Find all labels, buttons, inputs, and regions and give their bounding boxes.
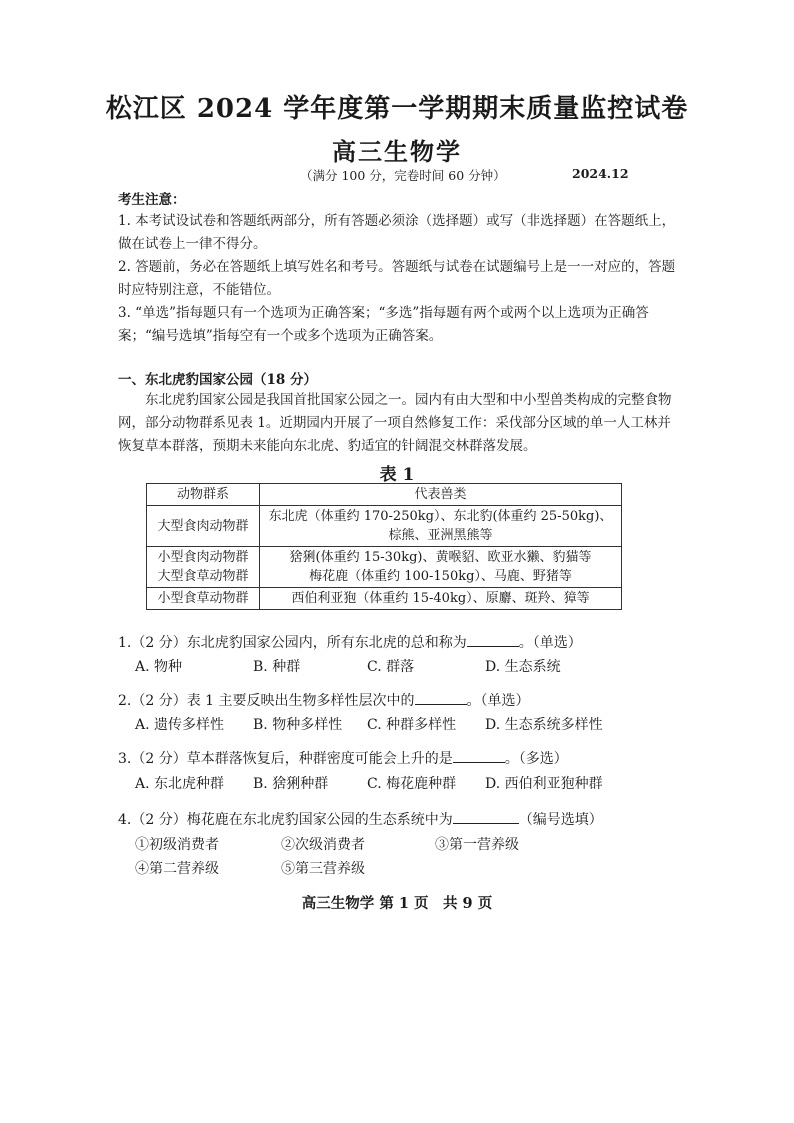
question-stem: 3.（2 分）草本群落恢复后，种群密度可能会上升的是 <box>118 751 453 767</box>
page-footer: 高三生物学 第 1 页 共 9 页 <box>301 895 493 912</box>
question-stem: 4.（2 分）梅花鹿在东北虎豹国家公园的生态系统中为 <box>118 812 453 828</box>
answer-blank[interactable] <box>415 691 467 705</box>
table-cell: 大型食肉动物群 <box>147 506 260 547</box>
question-tail: 。（单选） <box>518 635 582 651</box>
option[interactable]: ④第二营养级 <box>135 861 219 877</box>
question-3-options <box>135 773 735 793</box>
section-heading: 一、东北虎豹国家公园（18 分） <box>118 372 317 388</box>
question-1-options <box>135 656 735 676</box>
table-cell <box>260 547 622 588</box>
option[interactable]: ⑤第三营养级 <box>281 861 365 877</box>
table-header-cell: 动物群系 <box>147 484 260 506</box>
table-cell-line: 猞猁(体重约 15-30kg)、黄喉貂、欧亚水獭、豹猫等 <box>289 550 592 565</box>
option[interactable]: C. 种群多样性 <box>367 717 457 733</box>
exam-title: 松江区 2024 学年度第一学期期末质量监控试卷 <box>105 94 689 124</box>
notice-heading: 考生注意： <box>118 192 186 208</box>
table-title: 表 1 <box>379 465 415 485</box>
question-tail: 。（单选） <box>466 693 530 709</box>
option[interactable]: C. 群落 <box>367 659 415 675</box>
animal-group-table <box>146 483 622 610</box>
question-4 <box>118 809 603 829</box>
option[interactable]: A. 东北虎种群 <box>135 776 225 792</box>
option[interactable]: A. 物种 <box>135 659 183 675</box>
notice-item: 2. 答题前，务必在答题纸上填写姓名和考号。答题纸与试卷在试题编号上是一一对应的，答题时应特别注意，不能错位。 <box>118 259 676 298</box>
question-stem: 2.（2 分）表 1 主要反映出生物多样性层次中的 <box>118 693 415 709</box>
table-row <box>147 547 622 588</box>
option[interactable]: D. 生态系统 <box>485 659 561 675</box>
answer-blank[interactable] <box>453 749 505 763</box>
option[interactable]: ①初级消费者 <box>135 837 219 853</box>
option[interactable]: C. 梅花鹿种群 <box>367 776 457 792</box>
table-row <box>147 506 622 547</box>
table-cell: 小型食草动物群 <box>147 588 260 610</box>
section-intro: 东北虎豹国家公园是我国首批国家公园之一。园内有由大型和中小型兽类构成的完整食物网，部分动物群系见表 1。近期园内开展了一项自然修复工作：采伐部分区域的单一人工林并恢复草本群落，预期未来能向东北虎、豹适宜的针阔混交林群落发展。 <box>118 392 672 454</box>
question-tail: （编号选填） <box>518 812 603 828</box>
question-4-options <box>135 834 735 854</box>
option[interactable]: B. 猞猁种群 <box>253 776 329 792</box>
answer-blank[interactable] <box>467 633 519 647</box>
table-cell: 东北虎（体重约 170-250kg）、东北豹(体重约 25-50kg)、棕熊、亚洲黑熊等 <box>260 506 622 547</box>
table-cell <box>147 547 260 588</box>
table-row <box>147 588 622 610</box>
question-stem: 1.（2 分）东北虎豹国家公园内，所有东北虎的总和称为 <box>118 635 467 651</box>
option[interactable]: ③第一营养级 <box>435 837 519 853</box>
exam-date: 2024.12 <box>572 166 629 181</box>
option[interactable]: B. 物种多样性 <box>253 717 343 733</box>
question-4-options <box>135 858 735 878</box>
table-cell-line: 梅花鹿（体重约 100-150kg）、马鹿、野猪等 <box>309 569 572 584</box>
notice-item: 1. 本考试设试卷和答题纸两部分，所有答题必须涂（选择题）或写（非选择题）在答题纸上，做在试卷上一律不得分。 <box>118 213 676 252</box>
notice-item: 3. “单选”指每题只有一个选项为正确答案；“多选”指每题有两个或两个以上选项为正确答案；“编号选填”指每空有一个或多个选项为正确答案。 <box>118 305 649 344</box>
answer-blank[interactable] <box>453 810 519 824</box>
option[interactable]: ②次级消费者 <box>281 837 365 853</box>
question-2-options <box>135 714 735 734</box>
table-cell-line: 大型食草动物群 <box>157 569 249 584</box>
table-cell-line: 小型食肉动物群 <box>157 550 249 565</box>
option[interactable]: D. 西伯利亚狍种群 <box>485 776 603 792</box>
table-cell: 西伯利亚狍（体重约 15-40kg）、原麝、斑羚、獐等 <box>260 588 622 610</box>
question-tail: 。（多选） <box>504 751 568 767</box>
option[interactable]: A. 遗传多样性 <box>135 717 225 733</box>
table-header-row <box>147 484 622 506</box>
question-1 <box>118 632 582 652</box>
question-2 <box>118 690 530 710</box>
question-3 <box>118 748 568 768</box>
table-header-cell: 代表兽类 <box>260 484 622 506</box>
option[interactable]: D. 生态系统多样性 <box>485 717 603 733</box>
score-time-note: （满分 100 分，完卷时间 60 分钟） <box>300 168 506 183</box>
option[interactable]: B. 种群 <box>253 659 301 675</box>
exam-subject: 高三生物学 <box>332 137 462 166</box>
